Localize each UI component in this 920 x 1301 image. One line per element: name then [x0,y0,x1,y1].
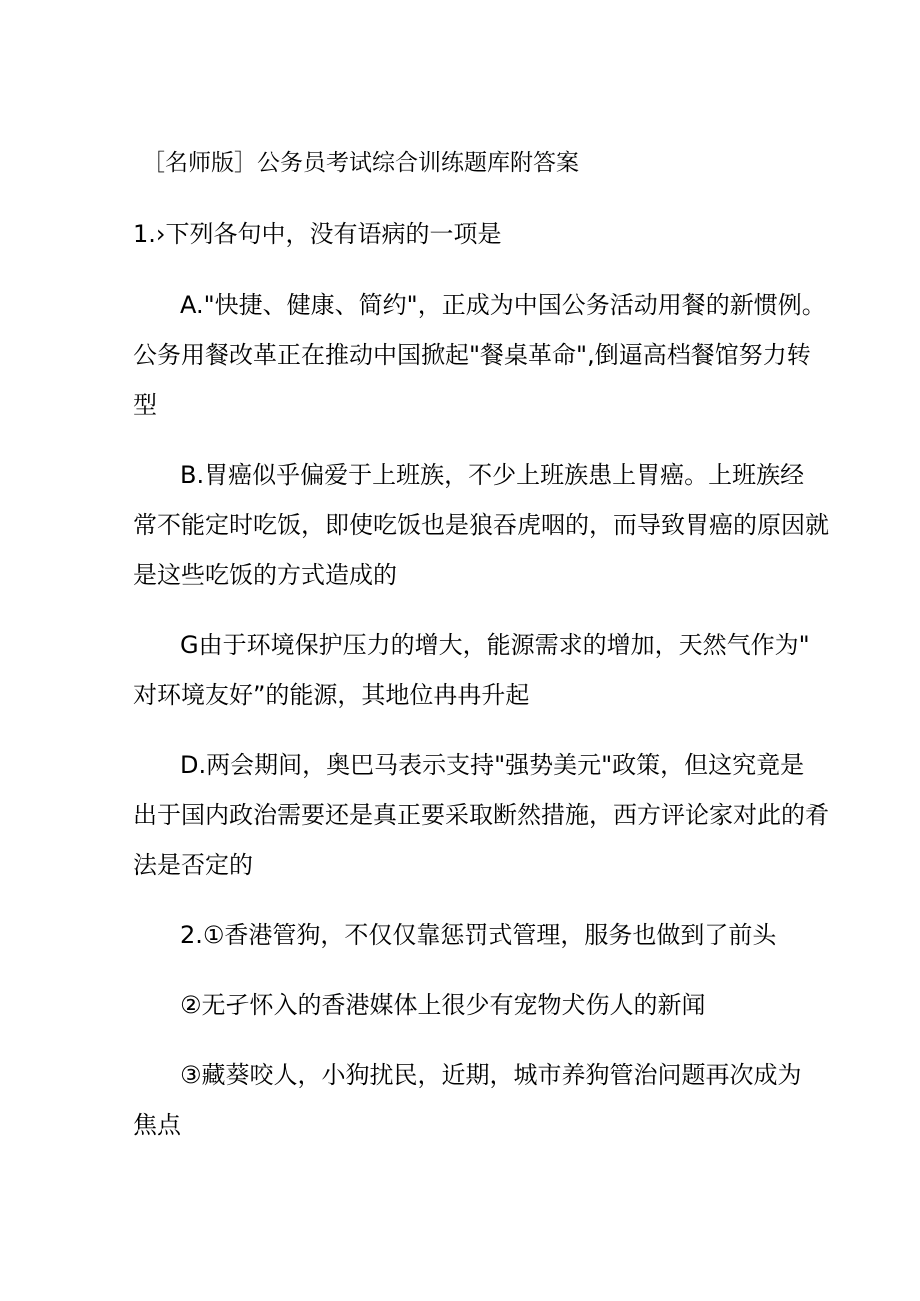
question-2-item-3-line-1: ③藏葵咬人，小狗扰民，近期，城市养狗管治问题再次成为 [180,1061,802,1089]
option-a-line-1: A."快捷、健康、简约"，正成为中国公务活动用餐的新惯例。 [180,291,826,319]
question-2-item-1: 2.①香港管狗，不仅仅靠惩罚式管理，服务也做到了前头 [180,921,777,949]
option-d-line-3: 法是否定的 [133,851,253,879]
option-b-line-2: 常不能定时吃饭，即使吃饭也是狼吞虎咽的，而导致胃癌的原因就 [133,511,829,539]
option-d-line-1: D.两会期间，奥巴马表示支持"强势美元"政策，但这究竟是 [180,751,805,779]
option-c-line-1: G由于环境保护压力的增大，能源需求的增加，天然气作为" [180,631,810,659]
option-c-line-2: 对环境友好”的能源，其地位冉冉升起 [133,681,530,709]
question-1-stem: 1.›下列各句中，没有语病的一项是 [133,220,502,248]
option-a-line-3: 型 [133,391,157,419]
option-a-line-2: 公务用餐改革正在推动中国掀起"餐桌革命",倒逼高档餐馆努力转 [133,341,811,369]
option-b-line-1: B.胃癌似乎偏爱于上班族，不少上班族患上胃癌。上班族经 [180,461,805,489]
option-b-line-3: 是这些吃饭的方式造成的 [133,561,397,589]
question-2-item-3-line-2: 焦点 [133,1111,181,1139]
question-2-item-2: ②无孑怀入的香港媒体上很少有宠物犬伤人的新闻 [180,991,706,1019]
option-d-line-2: 出于国内政治需要还是真正要采取断然措施，西方评论家对此的肴 [133,801,829,829]
document-title: ［名师版］公务员考试综合训练题库附答案 [142,150,579,176]
